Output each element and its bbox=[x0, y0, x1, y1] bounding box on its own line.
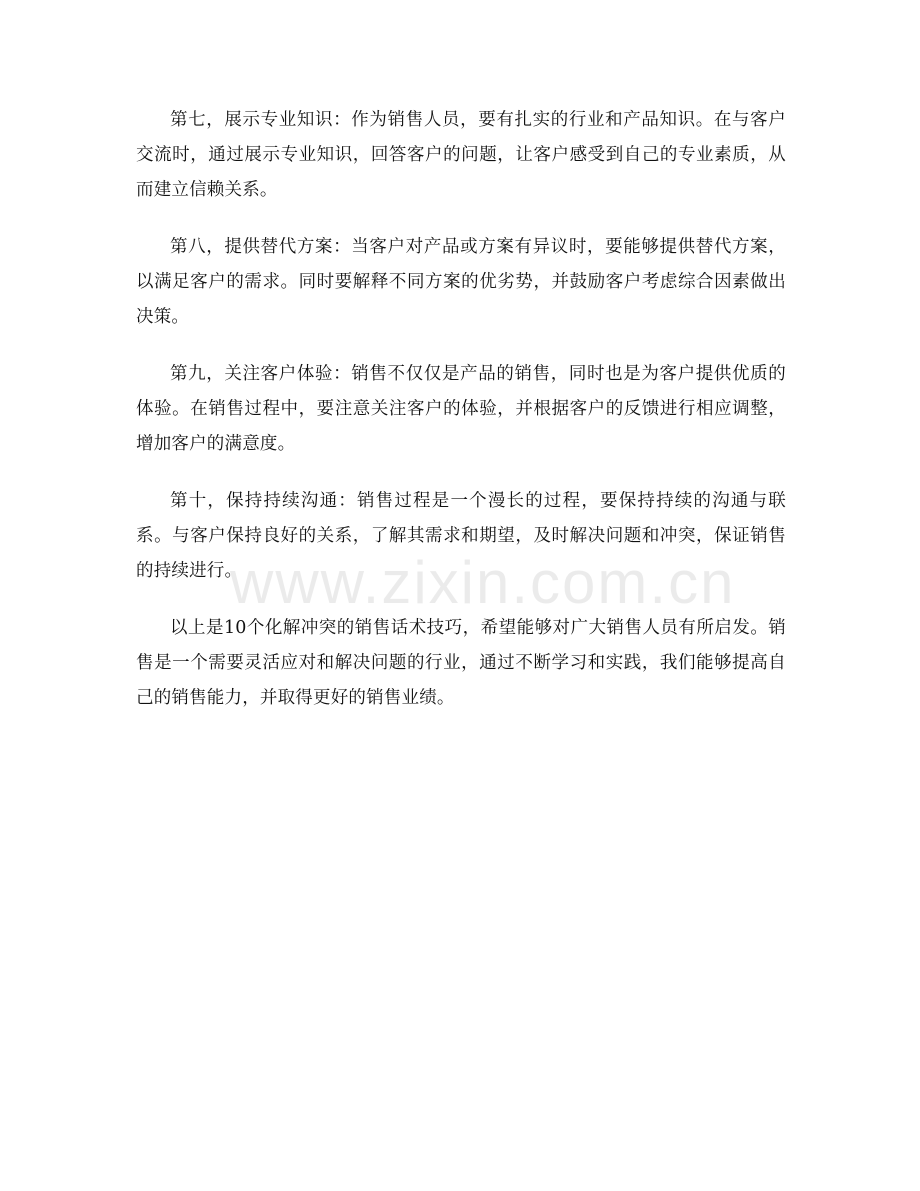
paragraph-ten: 第十，保持持续沟通：销售过程是一个漫长的过程，要保持持续的沟通与联系。与客户保持良好的关系，了解其需求和期望，及时解决问题和冲突，保证销售的持续进行。 bbox=[136, 491, 786, 581]
paragraph-conclusion: 以上是10个化解冲突的销售话术技巧，希望能够对广大销售人员有所启发。销售是一个需要灵活应对和解决问题的行业，通过不断学习和实践，我们能够提高自己的销售能力，并取得更好的销售业绩。 bbox=[136, 618, 786, 708]
paragraph-seven: 第七，展示专业知识：作为销售人员，要有扎实的行业和产品知识。在与客户交流时，通过展示专业知识，回答客户的问题，让客户感受到自己的专业素质，从而建立信赖关系。 bbox=[136, 110, 786, 200]
paragraph-nine: 第九，关注客户体验：销售不仅仅是产品的销售，同时也是为客户提供优质的体验。在销售过程中，要注意关注客户的体验，并根据客户的反馈进行相应调整，增加客户的满意度。 bbox=[136, 364, 786, 454]
document-body bbox=[136, 103, 786, 738]
watermark: www.zixin.com.cn bbox=[230, 549, 736, 616]
paragraph-eight: 第八，提供替代方案：当客户对产品或方案有异议时，要能够提供替代方案，以满足客户的需求。同时要解释不同方案的优劣势，并鼓励客户考虑综合因素做出决策。 bbox=[136, 237, 786, 327]
